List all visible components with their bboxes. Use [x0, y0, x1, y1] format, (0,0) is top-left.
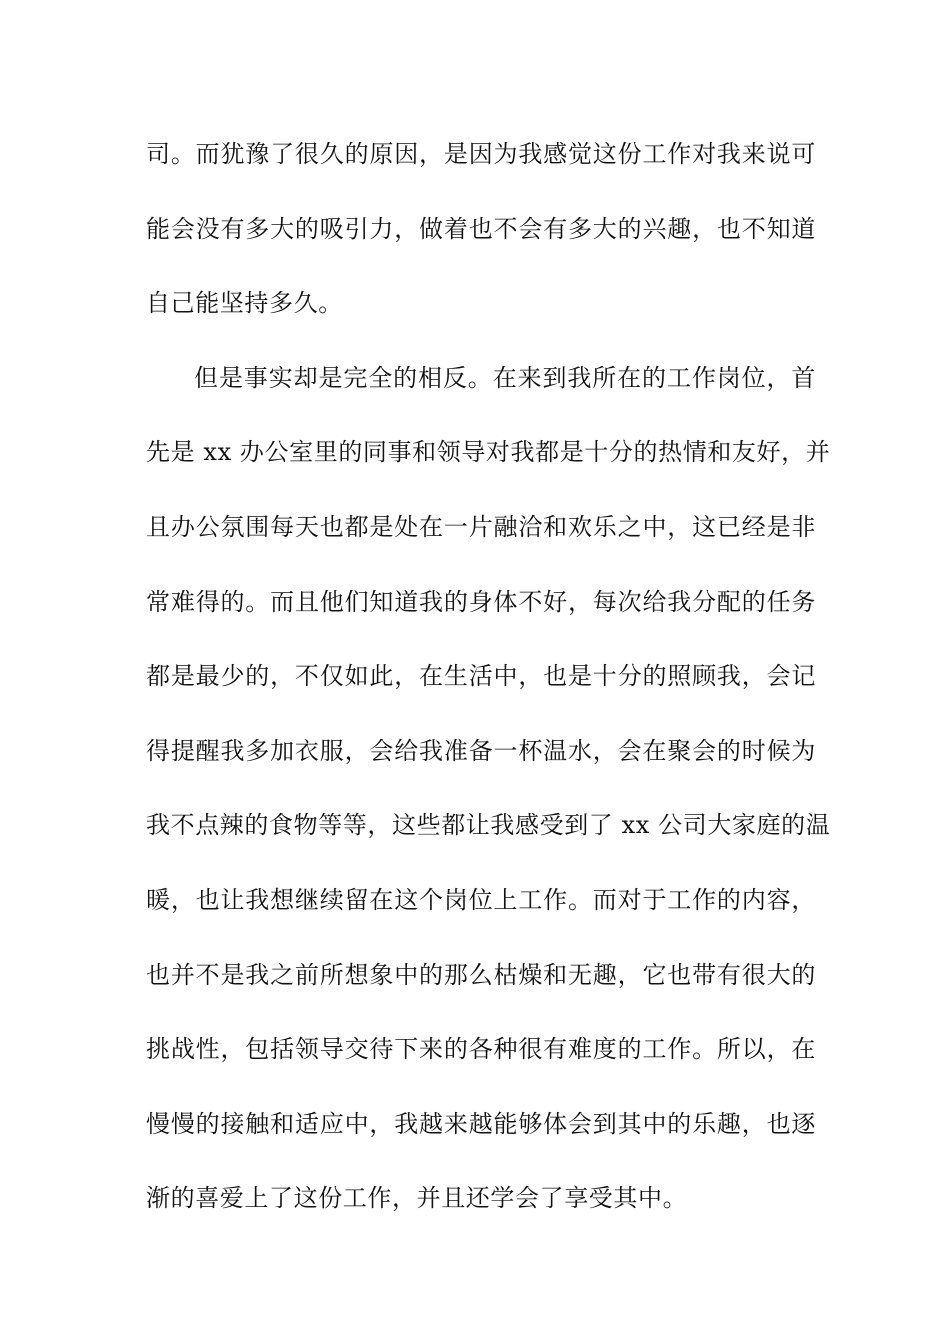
text-line: 我不点辣的食物等等，这些都让我感受到了 xx 公司大家庭的温: [146, 811, 831, 840]
text-line: 渐的喜爱上了这份工作，并且还学会了享受其中。: [146, 1184, 688, 1213]
text-line: 挑战性，包括领导交待下来的各种很有难度的工作。所以，在: [146, 1035, 816, 1064]
text-line: 司。而犹豫了很久的原因，是因为我感觉这份工作对我来说可: [146, 140, 816, 168]
text-line: 能会没有多大的吸引力，做着也不会有多大的兴趣，也不知道: [146, 214, 816, 243]
text-line: 都是最少的，不仅如此，在生活中，也是十分的照顾我，会记: [146, 662, 816, 691]
text-line: 得提醒我多加衣服，会给我准备一杯温水，会在聚会的时候为: [146, 736, 816, 765]
text-line: 且办公氛围每天也都是处在一片融洽和欢乐之中，这已经是非: [146, 512, 816, 541]
text-line: 常难得的。而且他们知道我的身体不好，每次给我分配的任务: [146, 587, 816, 616]
text-line: 先是 xx 办公室里的同事和领导对我都是十分的热情和友好，并: [146, 438, 831, 467]
text-line: 也并不是我之前所想象中的那么枯燥和无趣，它也带有很大的: [146, 960, 816, 989]
text-line: 暖，也让我想继续留在这个岗位上工作。而对于工作的内容，: [146, 885, 816, 914]
text-line: 自己能坚持多久。: [146, 289, 343, 318]
body-text: [146, 134, 831, 1253]
paragraph-first-line: 但是事实却是完全的相反。在来到我所在的工作岗位，首: [194, 363, 816, 392]
text-line: 慢慢的接触和适应中，我越来越能够体会到其中的乐趣，也逐: [146, 1109, 816, 1138]
